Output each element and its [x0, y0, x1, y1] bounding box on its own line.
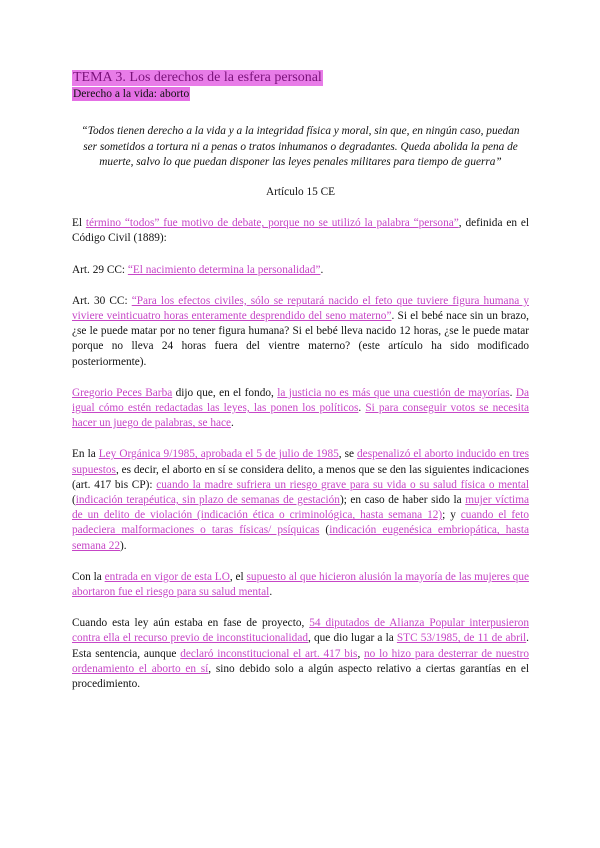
- body-text: , sino debido solo a algún aspecto relativo a ciertas garantías en el procedimiento.: [72, 662, 529, 691]
- highlighted-text: supuesto al que hicieron alusión la mayoría de las mujeres que abortaron fue el riesgo para su salud mental: [72, 570, 529, 599]
- body-text: (: [319, 524, 330, 537]
- paragraph: [72, 386, 529, 432]
- highlighted-text: 54 diputados de Alianza Popular interpusieron contra ella el recurso previo de inconstitucionalidad: [72, 617, 529, 645]
- body-text: El: [72, 217, 86, 230]
- body-text: .: [231, 417, 234, 430]
- body-text: .: [509, 386, 516, 399]
- body-text: , que dio lugar a la: [308, 632, 397, 645]
- body-text: ; y: [442, 509, 461, 522]
- paragraph: [72, 570, 529, 600]
- highlighted-text: Si para conseguir votos se necesita hacer un juego de palabras, se hace: [72, 402, 529, 430]
- body-text: .: [320, 263, 324, 276]
- heading-block: [72, 70, 529, 102]
- highlighted-text: no lo hizo para desterrar de nuestro ordenamiento el aborto en sí: [72, 647, 529, 675]
- highlighted-text: indicación terapéutica, sin plazo de semanas de gestación: [75, 494, 340, 507]
- highlighted-text: indicación eugenésica embriopática, hasta semana 22: [72, 524, 529, 552]
- paragraph: [72, 294, 529, 370]
- body-text: Art. 30 CC:: [72, 294, 132, 307]
- document-body: [72, 70, 529, 692]
- highlighted-text: Da igual cómo estén redactadas las leyes, las ponen los políticos: [72, 386, 529, 415]
- body-text: ); en caso de haber sido la: [339, 494, 466, 507]
- body-text: .: [269, 586, 273, 599]
- paragraph: [72, 616, 529, 692]
- body-text: , definida en el Código Civil (1889):: [72, 217, 529, 245]
- body-text: . Si el bebé nace sin un brazo, ¿se le puede matar por no tener figura humana? Si el bebé lleva nacido 12 horas, ¿se le puede matar porque no lleva 24 horas fuera del vientre materno? (este artículo ha sido modificado posteriormente).: [72, 310, 529, 368]
- body-text: . Esta sentencia, aunque: [72, 632, 529, 660]
- body-text: (: [72, 494, 76, 507]
- highlighted-text: término “todos” fue motivo de debate, porque no se utilizó la palabra “persona”: [85, 217, 459, 230]
- body-text: , es decir, el aborto en sí se considera delito, a menos que se den las siguientes indicaciones (art. 417 bis CP):: [72, 463, 529, 491]
- body-text: , se: [338, 448, 358, 461]
- body-text: ,: [357, 647, 365, 660]
- body-text: Art. 29 CC:: [72, 263, 128, 276]
- body-text: Cuando esta ley aún estaba en fase de proyecto,: [72, 617, 310, 630]
- paragraph: [72, 216, 529, 246]
- highlighted-text: declaró inconstitucional el art. 417 bis: [180, 647, 358, 660]
- body-text: Con la: [72, 570, 105, 583]
- body-text: En la: [72, 448, 99, 461]
- body-text: .: [358, 402, 366, 415]
- body-text: ).: [120, 539, 127, 552]
- paragraph: [72, 447, 529, 553]
- highlighted-text: despenalizó el aborto inducido en tres supuestos: [72, 448, 529, 476]
- body-text: dijo que, en el fondo,: [172, 386, 278, 399]
- highlighted-text: Ley Orgánica 9/1985, aprobada el 5 de julio de 1985: [98, 448, 339, 461]
- body-text: , el: [229, 570, 247, 583]
- highlighted-text: Gregorio Peces Barba: [72, 386, 173, 399]
- paragraphs: [72, 216, 529, 692]
- highlighted-text: mujer víctima de un delito de violación (indicación ética o criminológica, hasta semana 12): [72, 494, 530, 522]
- highlighted-text: cuando el feto padeciera malformaciones o taras físicas/ psíquicas: [72, 509, 529, 537]
- highlighted-text: “El nacimiento determina la personalidad”: [127, 263, 321, 276]
- highlighted-text: STC 53/1985, de 11 de abril: [396, 632, 527, 645]
- highlighted-text: entrada en vigor de esta LO: [104, 570, 230, 583]
- constitution-quote: “Todos tienen derecho a la vida y a la integridad física y moral, sin que, en ningún caso, puedan ser sometidos a tortura ni a penas o tratos inhumanos o degradantes. Queda abolida la pena de muerte, salvo lo que puedan disponer las leyes penales militares para tiempo de guerra”: [81, 125, 520, 168]
- topic-title: TEMA 3. Los derechos de la esfera personal: [73, 70, 322, 85]
- highlighted-text: “Para los efectos civiles, sólo se reputará nacido el feto que tuviere figura humana y viviere veinticuatro horas enteramente desprendido del seno materno”: [72, 294, 529, 323]
- highlighted-text: cuando la madre sufriera un riesgo grave para su vida o su salud física o mental: [156, 478, 529, 491]
- topic-subtitle: Derecho a la vida: aborto: [73, 88, 190, 101]
- article-reference: Artículo 15 CE: [265, 186, 336, 199]
- highlighted-text: la justicia no es más que una cuestión de mayorías: [277, 386, 510, 399]
- paragraph: [72, 263, 529, 278]
